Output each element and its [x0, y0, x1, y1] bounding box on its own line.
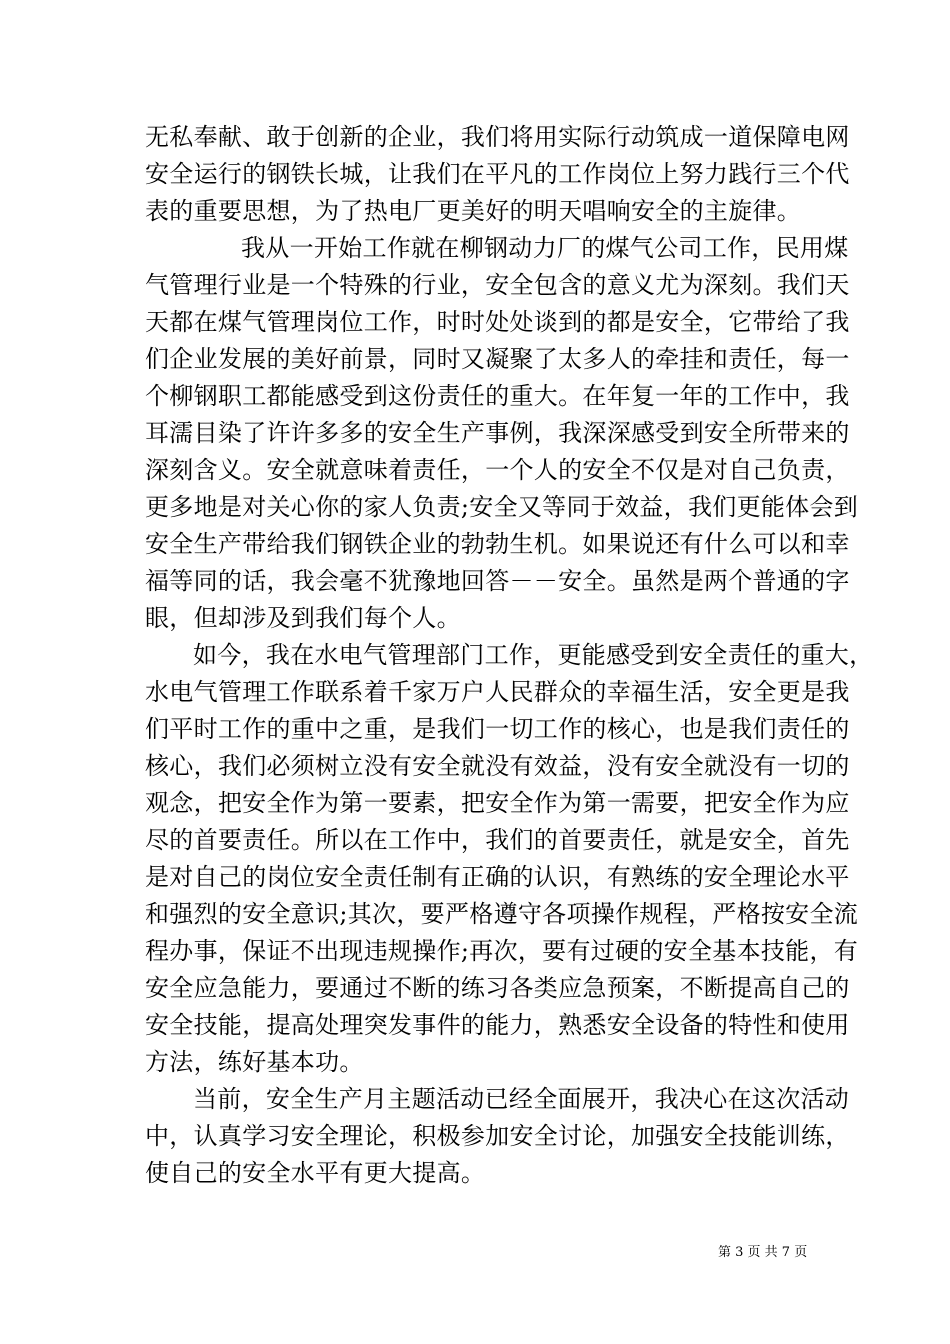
text-line: 和强烈的安全意识;其次，要严格遵守各项操作规程，严格按安全流: [145, 900, 859, 928]
paragraph-first-line: 如今，我在水电气管理部门工作，更能感受到安全责任的重大，: [193, 641, 874, 669]
paragraph-first-line: 当前，安全生产月主题活动已经全面展开，我决心在这次活动: [193, 1085, 850, 1113]
text-line: 水电气管理工作联系着千家万户人民群众的幸福生活，安全更是我: [145, 678, 850, 706]
text-line: 表的重要思想，为了热电厂更美好的明天唱响安全的主旋律。: [145, 197, 802, 225]
text-line: 无私奉献、敢于创新的企业，我们将用实际行动筑成一道保障电网: [145, 123, 850, 151]
text-line: 气管理行业是一个特殊的行业，安全包含的意义尤为深刻。我们天: [145, 271, 850, 299]
text-line: 眼，但却涉及到我们每个人。: [145, 604, 461, 632]
text-line: 个柳钢职工都能感受到这份责任的重大。在年复一年的工作中，我: [145, 382, 850, 410]
text-line: 中，认真学习安全理论，积极参加安全讨论，加强安全技能训练，: [145, 1122, 850, 1150]
text-line: 使自己的安全水平有更大提高。: [145, 1159, 486, 1187]
text-line: 安全应急能力，要通过不断的练习各类应急预案，不断提高自己的: [145, 974, 850, 1002]
text-line: 深刻含义。安全就意味着责任，一个人的安全不仅是对自己负责，: [145, 456, 850, 484]
text-line: 耳濡目染了许许多多的安全生产事例，我深深感受到安全所带来的: [145, 419, 850, 447]
text-line: 核心，我们必须树立没有安全就没有效益，没有安全就没有一切的: [145, 752, 850, 780]
text-line: 安全技能，提高处理突发事件的能力，熟悉安全设备的特性和使用: [145, 1011, 850, 1039]
text-line: 尽的首要责任。所以在工作中，我们的首要责任，就是安全，首先: [145, 826, 850, 854]
text-line: 方法，练好基本功。: [145, 1048, 364, 1076]
paragraph-first-line: 我从一开始工作就在柳钢动力厂的煤气公司工作，民用煤: [241, 234, 849, 262]
text-line: 们平时工作的重中之重，是我们一切工作的核心，也是我们责任的: [145, 715, 850, 743]
text-line: 更多地是对关心你的家人负责;安全又等同于效益，我们更能体会到: [145, 493, 859, 521]
text-line: 安全运行的钢铁长城，让我们在平凡的工作岗位上努力践行三个代: [145, 160, 850, 188]
text-line: 观念，把安全作为第一要素，把安全作为第一需要，把安全作为应: [145, 789, 850, 817]
text-line: 是对自己的岗位安全责任制有正确的认识，有熟练的安全理论水平: [145, 863, 850, 891]
page-number: 第 3 页 共 7 页: [718, 1245, 808, 1260]
text-line: 们企业发展的美好前景，同时又凝聚了太多人的牵挂和责任，每一: [145, 345, 850, 373]
text-line: 程办事，保证不出现违规操作;再次，要有过硬的安全基本技能，有: [145, 937, 859, 965]
text-line: 福等同的话，我会毫不犹豫地回答－－安全。虽然是两个普通的字: [145, 567, 850, 595]
text-line: 天都在煤气管理岗位工作，时时处处谈到的都是安全，它带给了我: [145, 308, 850, 336]
text-line: 安全生产带给我们钢铁企业的勃勃生机。如果说还有什么可以和幸: [145, 530, 850, 558]
